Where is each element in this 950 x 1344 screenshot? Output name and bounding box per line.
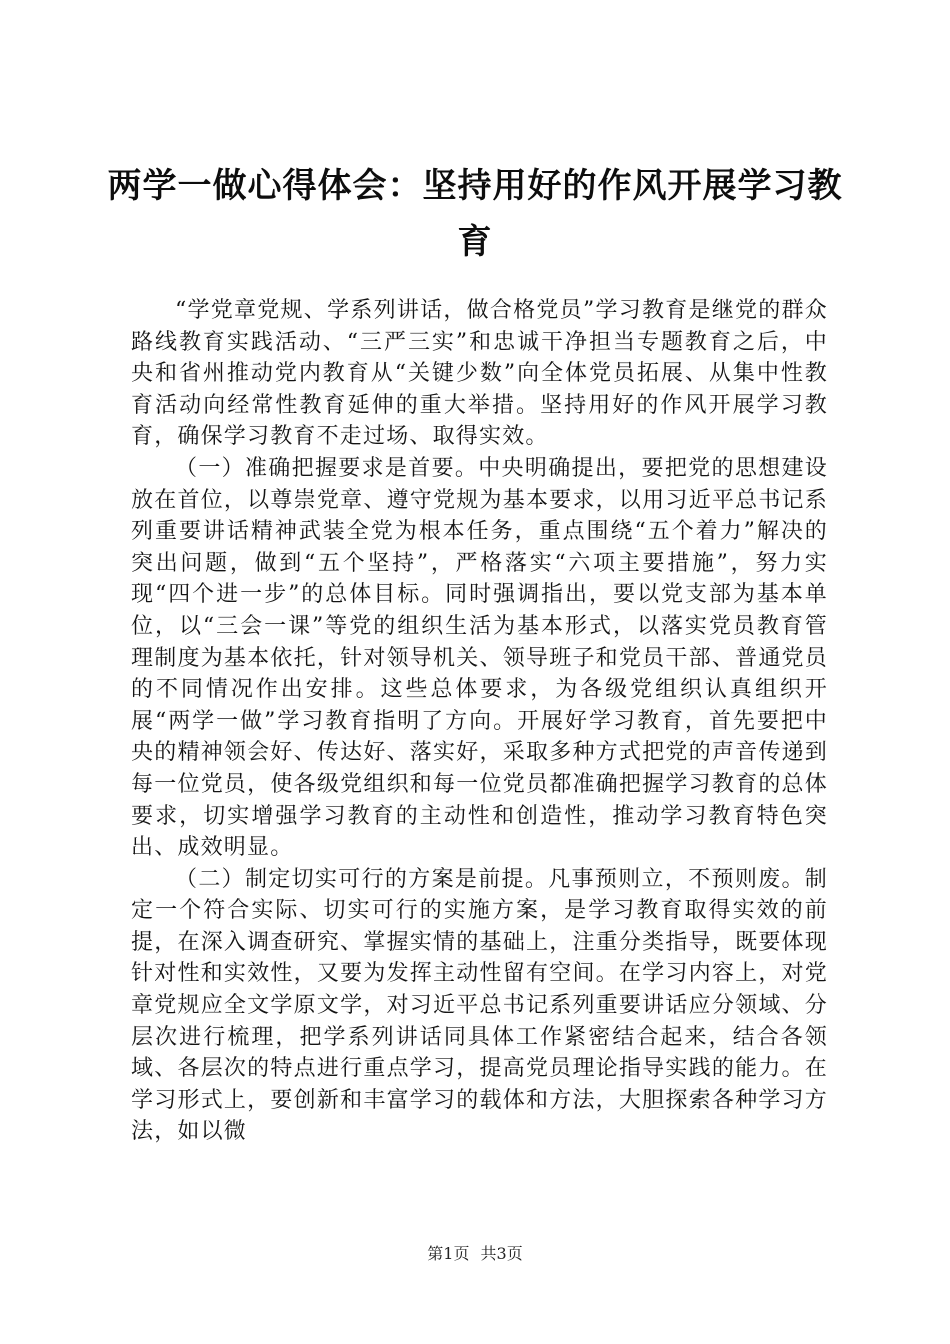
page-number: 第1页: [427, 1244, 470, 1263]
paragraph-section-1: （一）准确把握要求是首要。中央明确提出，要把党的思想建设放在首位，以尊崇党章、遵守党规为基本要求，以用习近平总书记系列重要讲话精神武装全党为根本任务，重点围绕“五个着力”解决的突出问题，做到“五个坚持”，严格落实“六项主要措施”，努力实现“四个进一步”的总体目标。同时强调指出，要以党支部为基本单位，以“三会一课”等党的组织生活为基本形式，以落实党员教育管理制度为基本依托，针对领导机关、领导班子和党员干部、普通党员的不同情况作出安排。这些总体要求，为各级党组织认真组织开展“两学一做”学习教育指明了方向。开展好学习教育，首先要把中央的精神领会好、传达好、落实好，采取多种方式把党的声音传递到每一位党员，使各级党组织和每一位党员都准确把握学习教育的总体要求，切实增强学习教育的主动性和创造性，推动学习教育特色突出、成效明显。: [131, 455, 828, 861]
document-body: [131, 295, 828, 1148]
paragraph-intro: “学党章党规、学系列讲话，做合格党员”学习教育是继党的群众路线教育实践活动、“三严三实”和忠诚干净担当专题教育之后，中央和省州推动党内教育从“关键少数”向全体党员拓展、从集中性教育活动向经常性教育延伸的重大举措。坚持用好的作风开展学习教育，确保学习教育不走过场、取得实效。: [131, 298, 828, 450]
document-title: 两学一做心得体会：坚持用好的作风开展学习教育: [107, 166, 843, 262]
paragraph-section-2: （二）制定切实可行的方案是前提。凡事预则立，不预则废。制定一个符合实际、切实可行的实施方案，是学习教育取得实效的前提，在深入调查研究、掌握实情的基础上，注重分类指导，既要体现针对性和实效性，又要为发挥主动性留有空间。在学习内容上，对党章党规应全文学原文学，对习近平总书记系列重要讲话应分领域、分层次进行梳理，把学系列讲话同具体工作紧密结合起来，结合各领域、各层次的特点进行重点学习，提高党员理论指导实践的能力。在学习形式上，要创新和丰富学习的载体和方法，大胆探索各种学习方法，如以微: [131, 866, 828, 1145]
page-footer: [0, 1242, 950, 1266]
page-total: 共3页: [480, 1244, 523, 1263]
